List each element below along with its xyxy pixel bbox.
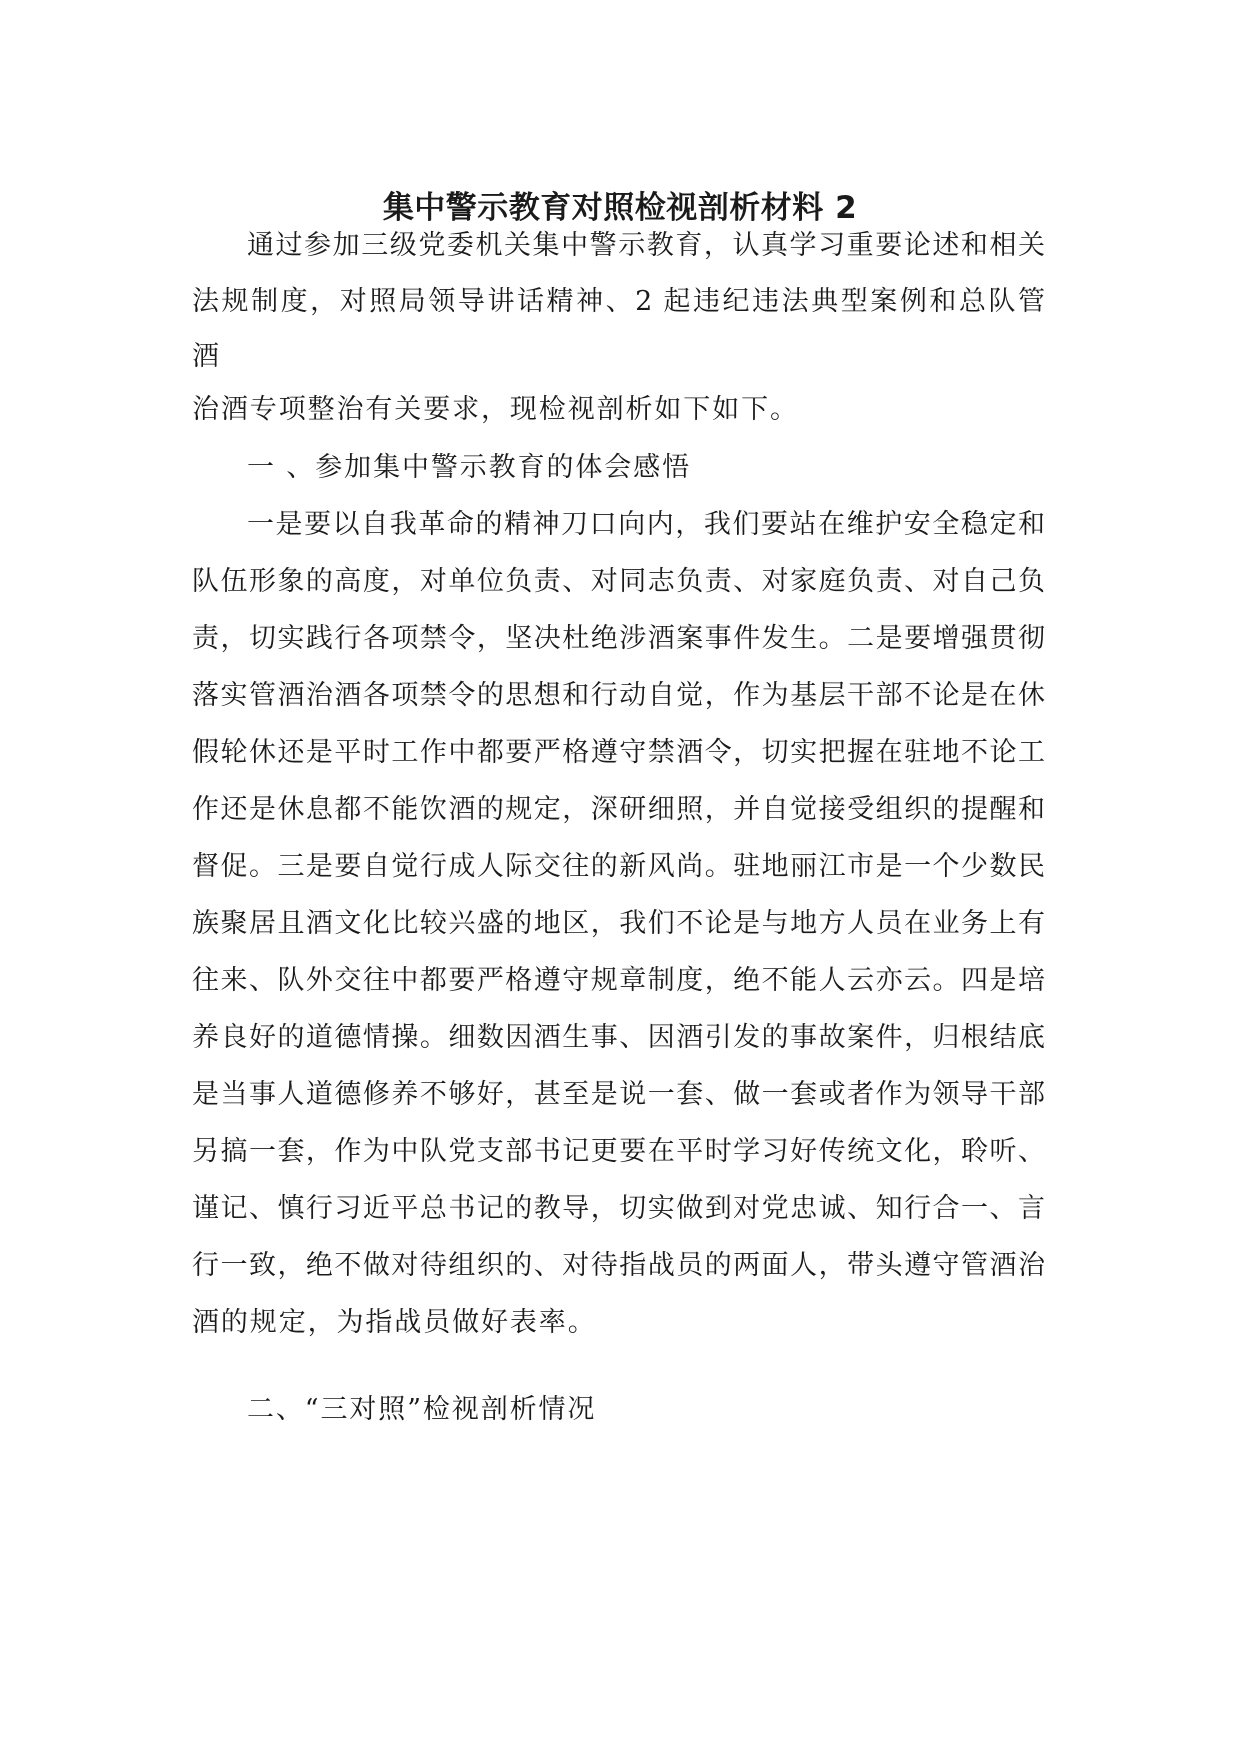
text-line: 队伍形象的高度，对单位负责、对同志负责、对家庭负责、对自己负: [192, 566, 1045, 597]
text-line: 治酒专项整治有关要求，现检视剖析如下如下。: [192, 394, 799, 425]
text-line: 责，切实践行各项禁令，坚决杜绝涉酒案事件发生。二是要增强贯彻: [192, 623, 1045, 654]
text-line: 落实管酒治酒各项禁令的思想和行动自觉，作为基层干部不论是在休: [192, 680, 1045, 711]
text-line: 养良好的道德情操。细数因酒生事、因酒引发的事故案件，归根结底: [192, 1022, 1045, 1053]
text-line: 酒: [192, 341, 221, 372]
document-title: 集中警示教育对照检视剖析材料 2: [382, 190, 858, 226]
text-line: 谨记、慎行习近平总书记的教导，切实做到对党忠诚、知行合一、言: [192, 1193, 1045, 1224]
text-line: 酒的规定，为指战员做好表率。: [192, 1307, 597, 1338]
text-line: 族聚居且酒文化比较兴盛的地区，我们不论是与地方人员在业务上有: [192, 908, 1045, 939]
text-line: 是当事人道德修养不够好，甚至是说一套、做一套或者作为领导干部: [192, 1079, 1045, 1110]
text-line: 督促。三是要自觉行成人际交往的新风尚。驻地丽江市是一个少数民: [192, 851, 1045, 882]
text-line: 一是要以自我革命的精神刀口向内，我们要站在维护安全稳定和: [247, 509, 1045, 540]
section-heading: 一 、参加集中警示教育的体会感悟: [247, 452, 691, 483]
text-line: 法规制度，对照局领导讲话精神、2 起违纪违法典型案例和总队管: [192, 286, 1045, 317]
text-line: 通过参加三级党委机关集中警示教育，认真学习重要论述和相关: [247, 230, 1045, 261]
text-line: 作还是休息都不能饮酒的规定，深研细照，并自觉接受组织的提醒和: [192, 794, 1045, 825]
text-line: 往来、队外交往中都要严格遵守规章制度，绝不能人云亦云。四是培: [192, 965, 1045, 996]
section-heading: 二、“三对照”检视剖析情况: [247, 1394, 597, 1425]
text-line: 行一致，绝不做对待组织的、对待指战员的两面人，带头遵守管酒治: [192, 1250, 1045, 1281]
text-line: 假轮休还是平时工作中都要严格遵守禁酒令，切实把握在驻地不论工: [192, 737, 1045, 768]
text-line: 另搞一套，作为中队党支部书记更要在平时学习好传统文化，聆听、: [192, 1136, 1045, 1167]
